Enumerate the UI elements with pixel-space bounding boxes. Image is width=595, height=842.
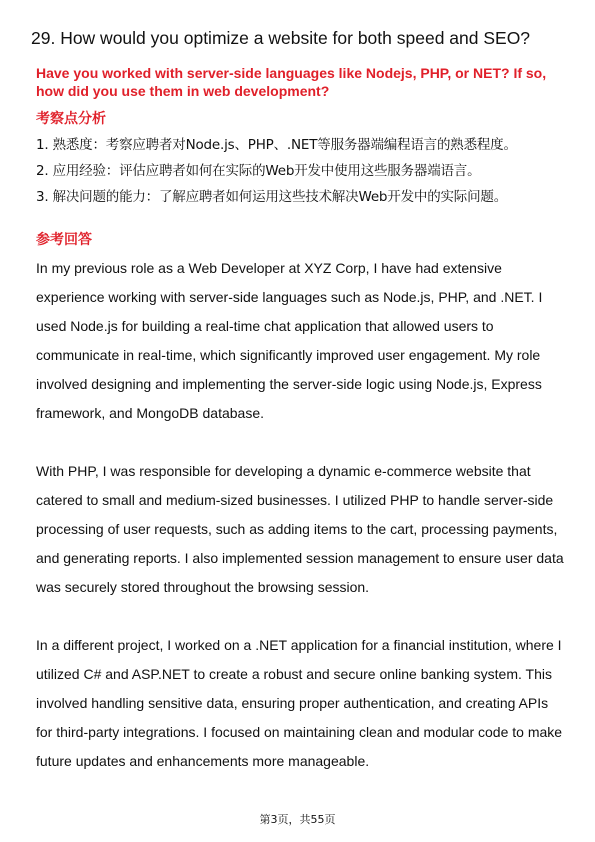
answer-paragraph: With PHP, I was responsible for developing a dynamic e-commerce website that catered to small and medium-sized businesses. I utilized PHP to handle server-side processing of user requests, such as adding items to the cart, processing payments, and generating reports. I also implemented session management to ensure user data was securely stored throughout the browsing session.: [36, 463, 564, 595]
sub-question: Have you worked with server-side languages like Nodejs, PHP, or NET? If so, how did you use them in web development?: [36, 65, 547, 99]
answer-paragraph: In my previous role as a Web Developer at XYZ Corp, I have had extensive experience working with server-side languages such as Node.js, PHP, and .NET. I used Node.js for building a real-time chat application that allowed users to communicate in real-time, which significantly improved user engagement. My role involved designing and implementing the server-side logic using Node.js, Express framework, and MongoDB database.: [36, 260, 543, 421]
page-indicator: 第3页，共55页: [259, 813, 336, 826]
analysis-item: 1. 熟悉度：考察应聘者对Node.js、PHP、.NET等服务器端编程语言的熟悉程度。: [36, 137, 517, 153]
answer-heading: 参考回答: [36, 232, 92, 248]
answer-paragraph: In a different project, I worked on a .NET application for a financial institution, where I utilized C# and ASP.NET to create a robust and secure online banking system. This involved handling sensitive data, ensuring proper authentication, and creating APIs for third-party integrations. I focused on maintaining clean and modular code to make future updates and enhancements more manageable.: [36, 637, 563, 769]
analysis-item: 2. 应用经验：评估应聘者如何在实际的Web开发中使用这些服务器端语言。: [36, 163, 481, 179]
answer-body: [36, 254, 564, 805]
question-title: 29. How would you optimize a website for both speed and SEO?: [31, 28, 531, 48]
analysis-list: [36, 136, 566, 214]
analysis-heading: 考察点分析: [36, 111, 106, 127]
analysis-item: 3. 解决问题的能力：了解应聘者如何运用这些技术解决Web开发中的实际问题。: [36, 189, 508, 205]
